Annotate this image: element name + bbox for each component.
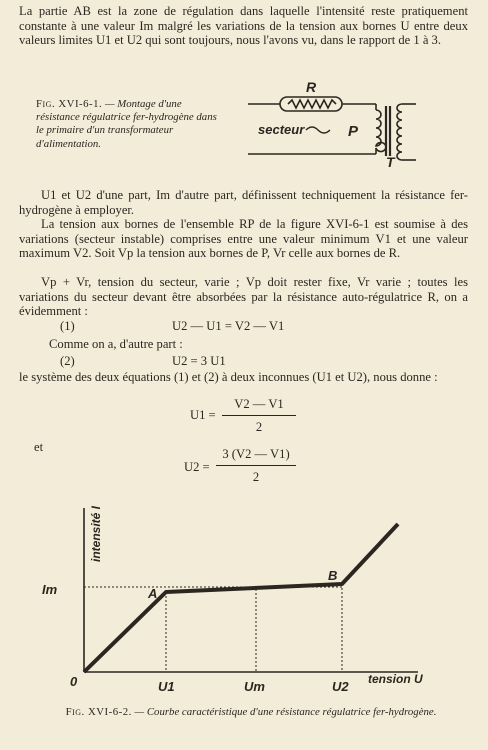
- x-axis-label: tension U: [368, 672, 423, 686]
- figure-1-caption-text: — Montage d'une résistance régulatrice fer-hydrogène dans le primaire d'un transformateur d'alimentation.: [36, 98, 217, 150]
- im-label: Im: [42, 582, 58, 597]
- paragraph-2: La tension aux bornes de l'ensemble RP de la figure XVI-6-1 est soumise à des variations (secteur instable) comprises entre une valeur minimum V1 et une valeur maximum V2. Soit Vp la tension aux bornes de P, Vr celle aux bornes de R.: [19, 217, 468, 261]
- secteur-wave: [306, 127, 330, 133]
- equation-1-number: (1): [60, 319, 75, 333]
- figure-1-caption: [36, 98, 222, 151]
- equation-2: U2 = 3 U1: [172, 354, 226, 368]
- equation-4-denominator: 2: [252, 470, 260, 484]
- resistor-r-body: [280, 97, 342, 111]
- paragraph-1: U1 et U2 d'une part, Im d'autre part, définissent techniquement la résistance fer-hydrogène à employer.: [19, 188, 468, 217]
- circuit-diagram: [240, 76, 450, 168]
- um-label: Um: [244, 679, 265, 694]
- figure-2-caption: [36, 706, 466, 719]
- label-t: T: [386, 154, 395, 168]
- equation-1: U2 — U1 = V2 — V1: [172, 319, 285, 333]
- equation-3-fraction: [222, 397, 296, 435]
- origin-label: 0: [70, 674, 78, 689]
- y-axis-label: intensité I: [89, 505, 103, 562]
- u2-label: U2: [332, 679, 349, 694]
- figure-2-number: Fig. XVI-6-2.: [65, 706, 132, 718]
- characteristic-curve-figure: [30, 500, 460, 704]
- equation-4-lhs: U2 =: [184, 460, 210, 474]
- intro-paragraph: La partie AB est la zone de régulation dans laquelle l'intensité reste pratiquement constante à une valeur Im malgré les variations de la tension aux bornes U entre deux valeurs limites U1 et U2 qui sont toujours, nous l'avons vu, dans le rapport de 1 à 3.: [19, 4, 468, 48]
- label-r: R: [306, 79, 317, 95]
- resistor-r-zigzag: [288, 100, 336, 108]
- point-a-label: A: [148, 586, 158, 601]
- primary-coil: [376, 110, 386, 152]
- equation-2-number: (2): [60, 354, 75, 368]
- et-word: et: [34, 440, 44, 454]
- u1-label: U1: [158, 679, 175, 694]
- point-b-label: B: [328, 568, 338, 583]
- paragraph-4: Comme on a, d'autre part :: [49, 337, 183, 351]
- figure-2-caption-text: — Courbe caractéristique d'une résistance régulatrice fer-hydrogène.: [134, 706, 437, 718]
- label-secteur: secteur: [258, 122, 305, 137]
- figure-1-number: Fig. XVI-6-1.: [36, 98, 103, 110]
- characteristic-curve: [84, 524, 398, 672]
- paragraph-3: Vp + Vr, tension du secteur, varie ; Vp doit rester fixe, Vr varie ; toutes les variations du secteur devant être absorbées par la résistance auto-régulatrice R, on a évidemment :: [19, 275, 468, 319]
- equation-3-numerator: V2 — V1: [234, 397, 284, 411]
- equation-4-numerator: 3 (V2 — V1): [222, 447, 290, 461]
- equation-3-lhs: U1 =: [190, 408, 216, 422]
- paragraph-5: le système des deux équations (1) et (2) à deux inconnues (U1 et U2), nous donne :: [19, 370, 438, 384]
- label-p: P: [348, 123, 359, 140]
- equation-3-denominator: 2: [255, 420, 263, 434]
- secondary-coil: [397, 104, 402, 160]
- equation-4-fraction: [216, 447, 296, 485]
